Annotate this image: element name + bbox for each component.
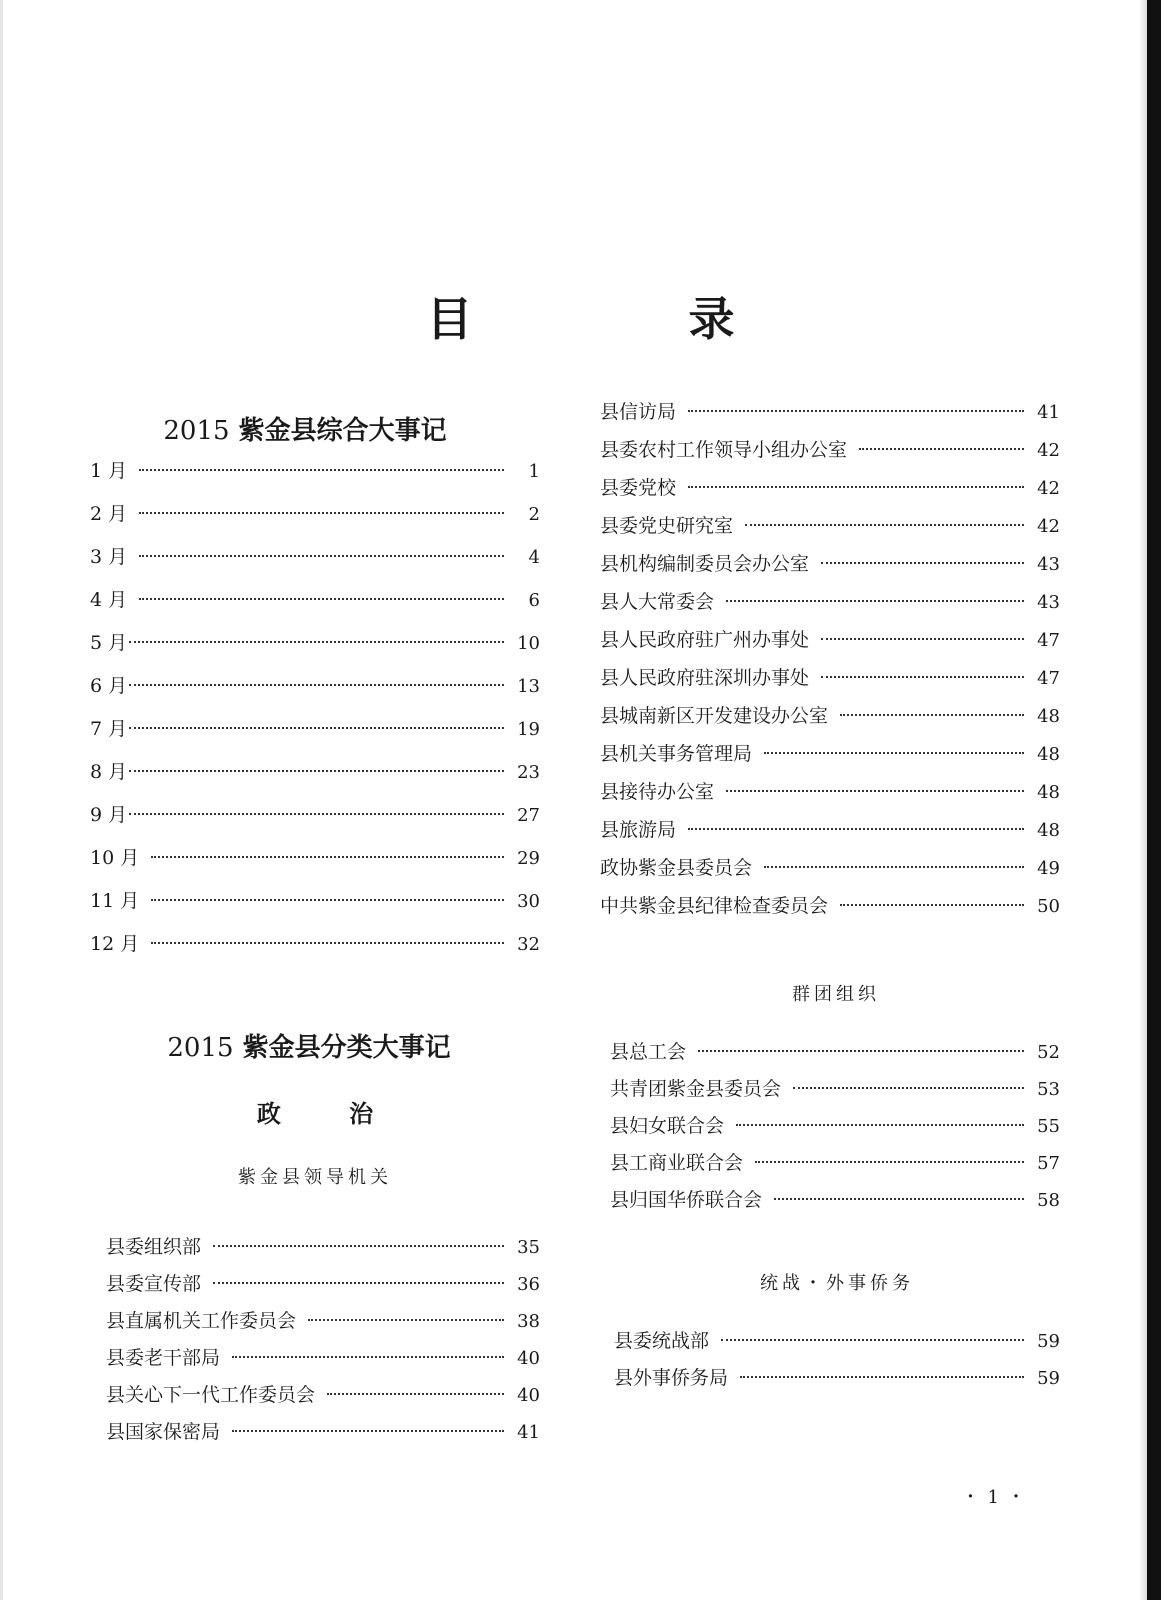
leader-dots: [764, 866, 1024, 868]
toc-row[interactable]: [600, 590, 1060, 628]
month-list: [90, 459, 540, 975]
toc-label: 县委统战部: [614, 1330, 710, 1352]
toc-row[interactable]: [90, 760, 540, 803]
toc-page-number: 50: [1037, 896, 1060, 917]
toc-row[interactable]: [90, 631, 540, 674]
toc-label: 县关心下一代工作委员会: [106, 1384, 316, 1406]
toc-label: 县工商业联合会: [610, 1152, 744, 1174]
leader-dots: [698, 1050, 1024, 1052]
toc-page-number: 23: [517, 762, 540, 783]
toc-label: 2 月: [90, 503, 128, 525]
toc-row[interactable]: [106, 1420, 540, 1457]
section-title-classified: [78, 1027, 540, 1064]
toc-label: 中共紫金县纪律检查委员会: [600, 895, 829, 917]
toc-page-number: 27: [517, 805, 540, 826]
toc-label: 7 月: [90, 718, 128, 740]
toc-row[interactable]: [600, 818, 1060, 856]
leader-dots: [840, 904, 1024, 906]
toc-page-number: 13: [517, 676, 540, 697]
toc-page-number: 48: [1037, 782, 1060, 803]
toc-page-number: 1: [528, 461, 540, 482]
leadership-list: [106, 1235, 540, 1457]
toc-label: 县信访局: [600, 401, 677, 423]
toc-label: 县人大常委会: [600, 591, 715, 613]
leader-dots: [721, 1339, 1024, 1341]
leader-dots: [840, 714, 1024, 716]
toc-row[interactable]: [600, 856, 1060, 894]
toc-page-number: 59: [1037, 1331, 1060, 1352]
toc-row[interactable]: [600, 628, 1060, 666]
toc-label: 6 月: [90, 675, 128, 697]
toc-label: 8 月: [90, 761, 128, 783]
toc-label: 县城南新区开发建设办公室: [600, 705, 829, 727]
toc-page-number: 58: [1037, 1190, 1060, 1211]
toc-page-number: 42: [1037, 478, 1060, 499]
toc-row[interactable]: [610, 1188, 1060, 1225]
agency-list: [600, 400, 1060, 932]
toc-row[interactable]: [610, 1040, 1060, 1077]
toc-page-number: 47: [1037, 668, 1060, 689]
leader-dots: [774, 1198, 1024, 1200]
left-column: [90, 400, 540, 1457]
toc-page-number: 41: [1037, 402, 1060, 423]
leader-dots: [232, 1356, 504, 1358]
subcategory-heading: 紫金县领导机关: [238, 1167, 392, 1188]
toc-page-number: 35: [517, 1237, 540, 1258]
leader-dots: [129, 684, 504, 686]
toc-page-number: 2: [528, 504, 540, 525]
toc-row[interactable]: [600, 400, 1060, 438]
toc-label: 10 月: [90, 847, 140, 869]
toc-row[interactable]: [106, 1272, 540, 1309]
leader-dots: [736, 1124, 1024, 1126]
toc-label: 1 月: [90, 460, 128, 482]
toc-row[interactable]: [90, 932, 540, 975]
leader-dots: [308, 1319, 504, 1321]
toc-row[interactable]: [90, 803, 540, 846]
toc-page-number: 10: [517, 633, 540, 654]
leader-dots: [821, 562, 1024, 564]
leader-dots: [688, 828, 1024, 830]
group-heading-united-front: 统战・外事侨务: [760, 1273, 914, 1294]
toc-label: 12 月: [90, 933, 140, 955]
toc-page-number: 59: [1037, 1368, 1060, 1389]
toc-label: 4 月: [90, 589, 128, 611]
toc-page-number: 43: [1037, 592, 1060, 613]
toc-row[interactable]: [90, 502, 540, 545]
toc-page-number: 55: [1037, 1116, 1060, 1137]
leader-dots: [688, 486, 1024, 488]
toc-row[interactable]: [600, 476, 1060, 514]
scan-left-edge: [0, 0, 3, 1600]
toc-label: 县归国华侨联合会: [610, 1189, 763, 1211]
toc-label: 县委党史研究室: [600, 515, 734, 537]
leader-dots: [764, 752, 1024, 754]
page-title: 目 录: [426, 292, 835, 346]
toc-row[interactable]: [600, 552, 1060, 590]
toc-row[interactable]: [90, 459, 540, 502]
leader-dots: [129, 727, 504, 729]
category-heading: 政 治: [256, 1099, 404, 1128]
leader-dots: [859, 448, 1024, 450]
toc-label: 县直属机关工作委员会: [106, 1310, 297, 1332]
toc-label: 县国家保密局: [106, 1421, 221, 1443]
toc-label: 县人民政府驻广州办事处: [600, 629, 810, 651]
toc-page-number: 52: [1037, 1042, 1060, 1063]
group-heading-mass-orgs: 群团组织: [792, 984, 880, 1005]
toc-row[interactable]: [90, 717, 540, 760]
toc-label: 县委宣传部: [106, 1273, 202, 1295]
scan-edge-shadow: [1139, 0, 1147, 1600]
toc-row[interactable]: [106, 1346, 540, 1383]
toc-row[interactable]: [610, 1114, 1060, 1151]
leader-dots: [688, 410, 1024, 412]
toc-row[interactable]: [614, 1366, 1060, 1403]
leader-dots: [129, 641, 504, 643]
leader-dots: [213, 1245, 504, 1247]
leader-dots: [139, 469, 504, 471]
leader-dots: [821, 638, 1024, 640]
toc-page-number: 43: [1037, 554, 1060, 575]
leader-dots: [821, 676, 1024, 678]
toc-label: 县委党校: [600, 477, 677, 499]
toc-row[interactable]: [610, 1077, 1060, 1114]
toc-label: 县委组织部: [106, 1236, 202, 1258]
toc-page-number: 32: [517, 934, 540, 955]
leader-dots: [793, 1087, 1024, 1089]
mass-org-list: [610, 1040, 1060, 1225]
toc-label: 9 月: [90, 804, 128, 826]
toc-row[interactable]: [90, 846, 540, 889]
toc-row[interactable]: [90, 545, 540, 588]
toc-page-number: 48: [1037, 744, 1060, 765]
right-column: [600, 400, 1060, 1403]
toc-row[interactable]: [106, 1309, 540, 1346]
toc-page-number: 53: [1037, 1079, 1060, 1100]
toc-page-number: 36: [517, 1274, 540, 1295]
leader-dots: [740, 1376, 1024, 1378]
toc-page-number: 42: [1037, 516, 1060, 537]
leader-dots: [129, 813, 504, 815]
toc-row[interactable]: [610, 1151, 1060, 1188]
toc-row[interactable]: [106, 1383, 540, 1420]
toc-label: 县机构编制委员会办公室: [600, 553, 810, 575]
toc-label: 11 月: [90, 890, 140, 912]
toc-page-number: 19: [517, 719, 540, 740]
leader-dots: [232, 1430, 504, 1432]
toc-row[interactable]: [90, 889, 540, 932]
toc-page-number: 4: [528, 547, 540, 568]
toc-page-number: 49: [1037, 858, 1060, 879]
toc-label: 县外事侨务局: [614, 1367, 729, 1389]
toc-page-number: 42: [1037, 440, 1060, 461]
toc-page-number: 47: [1037, 630, 1060, 651]
toc-row[interactable]: [600, 742, 1060, 780]
toc-row[interactable]: [600, 894, 1060, 932]
toc-label: 县旅游局: [600, 819, 677, 841]
toc-page-number: 57: [1037, 1153, 1060, 1174]
toc-label: 县人民政府驻深圳办事处: [600, 667, 810, 689]
toc-label: 县机关事务管理局: [600, 743, 753, 765]
toc-row[interactable]: [90, 674, 540, 717]
toc-label: 县总工会: [610, 1041, 687, 1063]
toc-row[interactable]: [600, 514, 1060, 552]
toc-page-number: 48: [1037, 820, 1060, 841]
leader-dots: [213, 1282, 504, 1284]
toc-label: 3 月: [90, 546, 128, 568]
leader-dots: [151, 856, 504, 858]
section-title-general: [70, 410, 540, 447]
leader-dots: [745, 524, 1024, 526]
toc-page-number: 48: [1037, 706, 1060, 727]
toc-row[interactable]: [600, 704, 1060, 742]
leader-dots: [327, 1393, 504, 1395]
toc-page-number: 40: [517, 1348, 540, 1369]
toc-page-number: 40: [517, 1385, 540, 1406]
toc-page-number: 30: [517, 891, 540, 912]
toc-page-number: 38: [517, 1311, 540, 1332]
united-front-list: [614, 1329, 1060, 1403]
leader-dots: [129, 770, 504, 772]
leader-dots: [755, 1161, 1024, 1163]
toc-page-number: 41: [517, 1422, 540, 1443]
toc-page-number: 6: [528, 590, 540, 611]
toc-label: 共青团紫金县委员会: [610, 1078, 782, 1100]
leader-dots: [139, 555, 504, 557]
leader-dots: [726, 600, 1024, 602]
leader-dots: [726, 790, 1024, 792]
section-name: 紫金县分类大事记: [242, 1033, 451, 1063]
toc-label: 5 月: [90, 632, 128, 654]
toc-row[interactable]: [90, 588, 540, 631]
toc-row[interactable]: [106, 1235, 540, 1272]
section-name: 紫金县综合大事记: [238, 416, 447, 446]
section-year: 2015: [163, 416, 230, 446]
toc-row[interactable]: [600, 438, 1060, 476]
toc-label: 县妇女联合会: [610, 1115, 725, 1137]
section-year: 2015: [167, 1033, 234, 1063]
leader-dots: [139, 512, 504, 514]
toc-row[interactable]: [614, 1329, 1060, 1366]
leader-dots: [139, 598, 504, 600]
leader-dots: [151, 899, 504, 901]
toc-row[interactable]: [600, 780, 1060, 818]
toc-row[interactable]: [600, 666, 1060, 704]
toc-label: 县委老干部局: [106, 1347, 221, 1369]
page-number: ・1・: [961, 1487, 1033, 1508]
toc-page-number: 29: [517, 848, 540, 869]
toc-label: 政协紫金县委员会: [600, 857, 753, 879]
toc-label: 县接待办公室: [600, 781, 715, 803]
toc-label: 县委农村工作领导小组办公室: [600, 439, 848, 461]
scan-right-edge: [1147, 0, 1161, 1600]
leader-dots: [151, 942, 504, 944]
